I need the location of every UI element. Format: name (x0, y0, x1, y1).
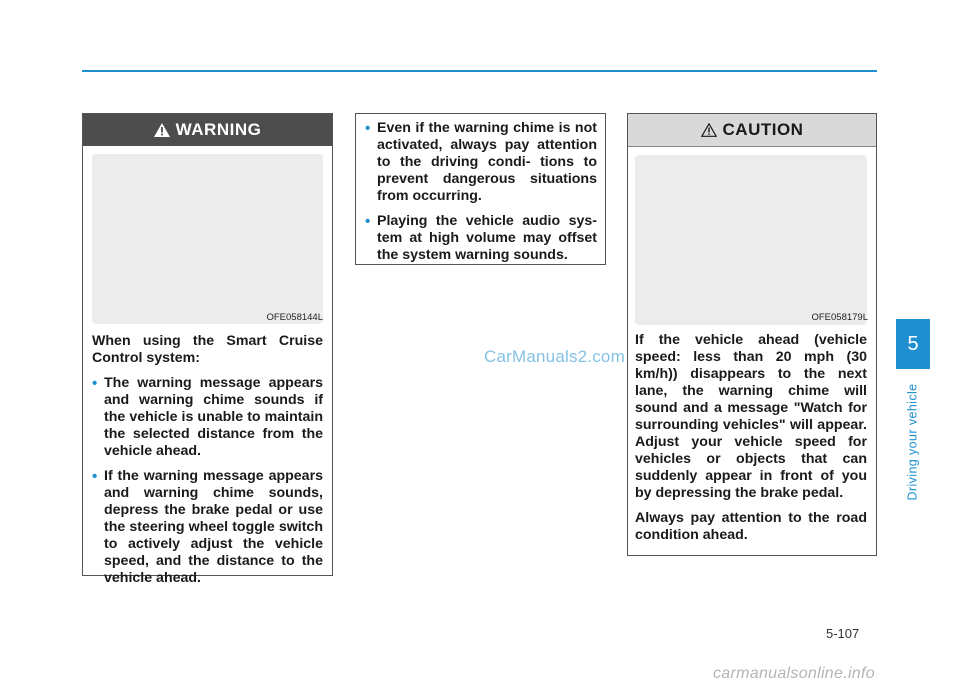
watermark: CarManuals2.com (484, 347, 625, 366)
chapter-number-tab: 5 (896, 319, 930, 369)
warning-header (83, 114, 332, 146)
warning-bullets (92, 375, 323, 587)
warning-box (82, 113, 333, 586)
warning-illustration (92, 154, 323, 324)
top-rule (82, 70, 877, 72)
caution-title: CAUTION (722, 120, 804, 139)
warning-title: WARNING (175, 120, 262, 139)
caution-triangle-icon (701, 123, 717, 137)
page-number: 5-107 (826, 626, 860, 641)
warning-bullet: • If the warning message appears and warning chime sounds, depress the brake pedal or use the steering wheel toggle switch to actively adjust the vehicle speed, and the distance to the vehicle ahead. (92, 468, 323, 587)
footer-site-watermark: carmanualsonline.info (713, 665, 875, 682)
chapter-title-side (900, 382, 926, 502)
caution-image-code: OFE058179L (811, 312, 868, 323)
caution-paragraph: If the vehicle ahead (vehicle speed: less than 20 mph (30 km/h)) disappears to the next lane, the warning chime will sound and a message "Watch for surrounding vehicles" will appear. Adjust your vehicle speed for vehicles or objects that can suddenly appear in front of you by depressing the brake pedal. (635, 332, 867, 501)
caution-illustration (635, 155, 867, 325)
continued-bullet: • Even if the warning chime is not activated, always pay attention to the driving condi- tions to prevent dangerous situations from occurring. (365, 120, 597, 205)
continued-warning-box (355, 113, 606, 265)
continued-bullets (365, 120, 597, 264)
chapter-title: Driving your vehicle (906, 383, 921, 501)
caution-body (635, 332, 867, 552)
caution-header (628, 114, 876, 147)
caution-paragraph: Always pay attention to the road condition ahead. (635, 510, 867, 543)
warning-body (92, 333, 323, 595)
warning-triangle-icon (154, 123, 170, 137)
warning-intro: When using the Smart Cruise Control system: (92, 333, 323, 366)
continued-bullet: • Playing the vehicle audio sys- tem at high volume may offset the system warning sounds. (365, 213, 597, 264)
caution-box (627, 113, 877, 556)
warning-image-code: OFE058144L (266, 312, 323, 323)
warning-bullet: • The warning message appears and warning chime sounds if the vehicle is unable to maintain the selected distance from the vehicle ahead. (92, 375, 323, 460)
